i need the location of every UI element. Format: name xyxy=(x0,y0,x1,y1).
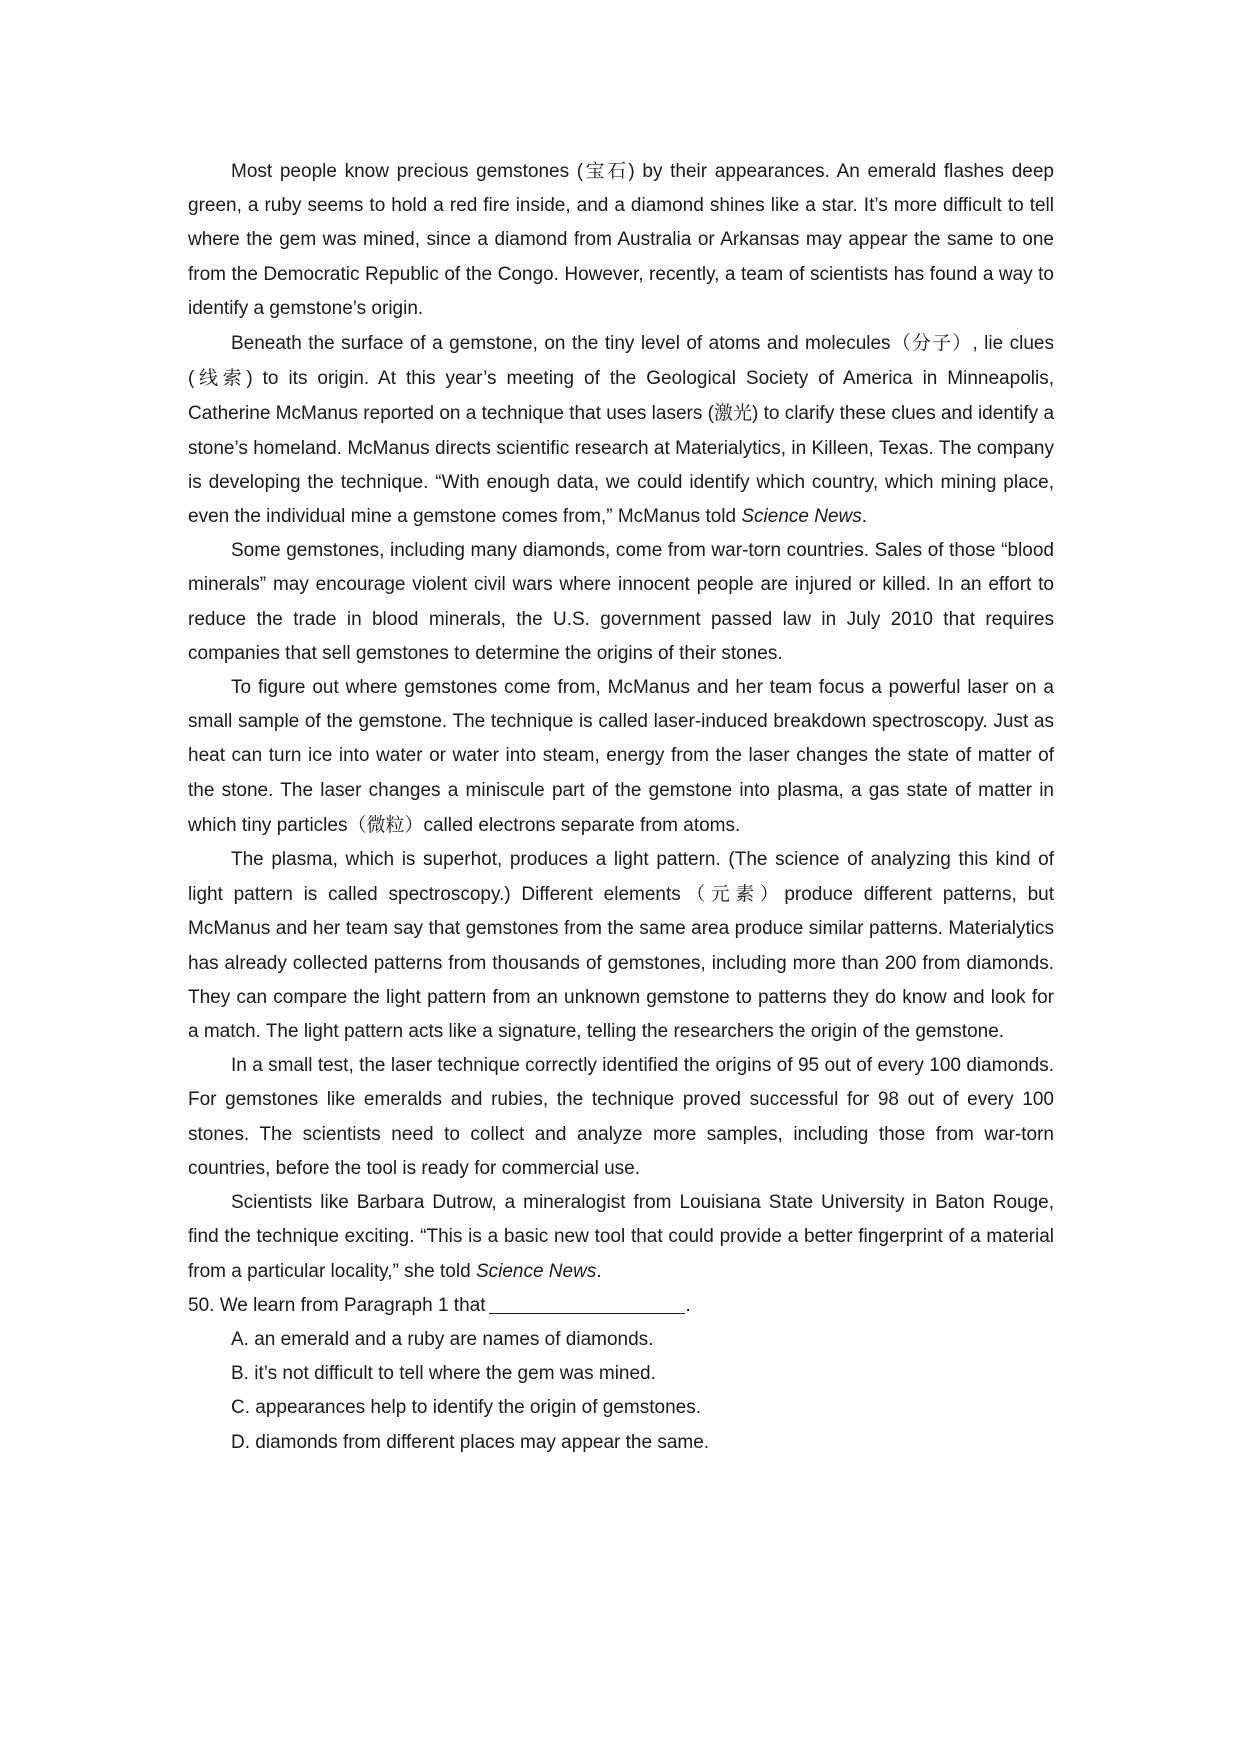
p7-publication-title: Science News xyxy=(475,1260,597,1282)
p2-text-a: Beneath the surface of a gemstone, on the tiny level of atoms and molecules xyxy=(231,333,891,355)
p4-text-b: called electrons separate from atoms. xyxy=(423,814,741,836)
p2-text-b: , lie clues ( xyxy=(188,333,1055,390)
p5-gloss-elements: （元素） xyxy=(680,883,785,906)
option-c: C. appearances help to identify the origin of gemstones. xyxy=(231,1397,702,1419)
p1-gloss-gemstones: 宝石 xyxy=(583,160,629,182)
question-stem-text: 50. We learn from Paragraph 1 that xyxy=(188,1294,486,1316)
p4-text-a: To figure out where gemstones come from, McManus and her team focus a powerful laser on a small sample of the gemstone. The technique is called laser-induced breakdown spectroscopy. Just as heat can turn ice into water or water into steam, energy from the laser changes the state of matter of the stone. The laser changes a miniscule part of the gemstone into plasma, a gas state of matter in which tiny particles xyxy=(188,677,1054,836)
paragraph-7 xyxy=(188,1186,1054,1289)
p1-text-b: ) by their appearances. An emerald flashes deep green, a ruby seems to hold a red fire inside, and a diamond shines like a star. It’s more difficult to tell where the gem was mined, since a diamond from Australia or Arkansas may appear the same to one from the Democratic Republic of the Congo. However, recently, a team of scientists has found a way to identify a gemstone’s origin. xyxy=(188,161,1054,319)
paragraph-6: In a small test, the laser technique correctly identified the origins of 95 out of every 100 diamonds. For gemstones like emeralds and rubies, the technique proved successful for 98 out of every 100 stones. The scientists need to collect and analyze more samples, including those from war-torn countries, before the tool is ready for commercial use. xyxy=(188,1055,1054,1179)
paragraph-2 xyxy=(188,326,1054,534)
option-d: D. diamonds from different places may appear the same. xyxy=(231,1431,710,1453)
paragraph-3: Some gemstones, including many diamonds, come from war-torn countries. Sales of those “blood minerals” may encourage violent civil wars where innocent people are injured or killed. In an effort to reduce the trade in blood minerals, the U.S. government passed law in July 2010 that requires companies that sell gemstones to determine the origins of their stones. xyxy=(188,540,1054,664)
paragraph-5 xyxy=(188,843,1054,1049)
paragraph-4 xyxy=(188,671,1054,843)
p2-text-d: ) to clarify these clues and identify a stone’s homeland. McManus directs scientific research at Materialytics, in Killeen, Texas. The company is developing the technique. “With enough data, we could identify which country, which mining place, even the individual mine a gemstone comes from,” McManus told xyxy=(188,403,1055,528)
p7-text-a: Scientists like Barbara Dutrow, a mineralogist from Louisiana State University in Baton Rouge, find the technique exciting. “This is a basic new tool that could provide a better fingerprint of a material from a particular locality,” she told xyxy=(188,1192,1054,1282)
p2-gloss-lasers: 激光 xyxy=(713,402,752,425)
p2-gloss-molecules: （分子） xyxy=(890,332,973,355)
paragraph-1 xyxy=(188,154,1054,326)
option-a: A. an emerald and a ruby are names of diamonds. xyxy=(231,1328,654,1350)
p2-text-c: ) to its origin. At this year’s meeting of the Geological Society of America in Minneapolis, Catherine McManus reported on a technique that uses lasers ( xyxy=(188,368,1054,425)
question-stem-end: . xyxy=(685,1294,691,1316)
p2-text-e: . xyxy=(861,506,868,528)
p1-text-a: Most people know precious gemstones ( xyxy=(231,161,584,182)
p7-text-b: . xyxy=(596,1260,602,1282)
p2-publication-title: Science News xyxy=(741,506,862,528)
p4-gloss-particles: （微粒） xyxy=(347,813,424,836)
question-50 xyxy=(188,1289,1054,1323)
p5-text-b: produce different patterns, but McManus and her team say that gemstones from the same area produce similar patterns. Materialytics has already collected patterns from thousands of gemstones, including more than 200 from diamonds. They can compare the light pattern from an unknown gemstone to patterns they do know and look for a match. The light pattern acts like a signature, telling the researchers the origin of the gemstone. xyxy=(188,884,1054,1043)
option-b: B. it’s not difficult to tell where the gem was mined. xyxy=(231,1363,656,1385)
answer-blank xyxy=(489,1293,685,1314)
p5-text-a: The plasma, which is superhot, produces a light pattern. (The science of analyzing this kind of light pattern is called spectroscopy.) Different elements xyxy=(188,849,1054,906)
p2-gloss-clues: 线索 xyxy=(194,367,247,390)
document-page xyxy=(188,154,1054,1460)
